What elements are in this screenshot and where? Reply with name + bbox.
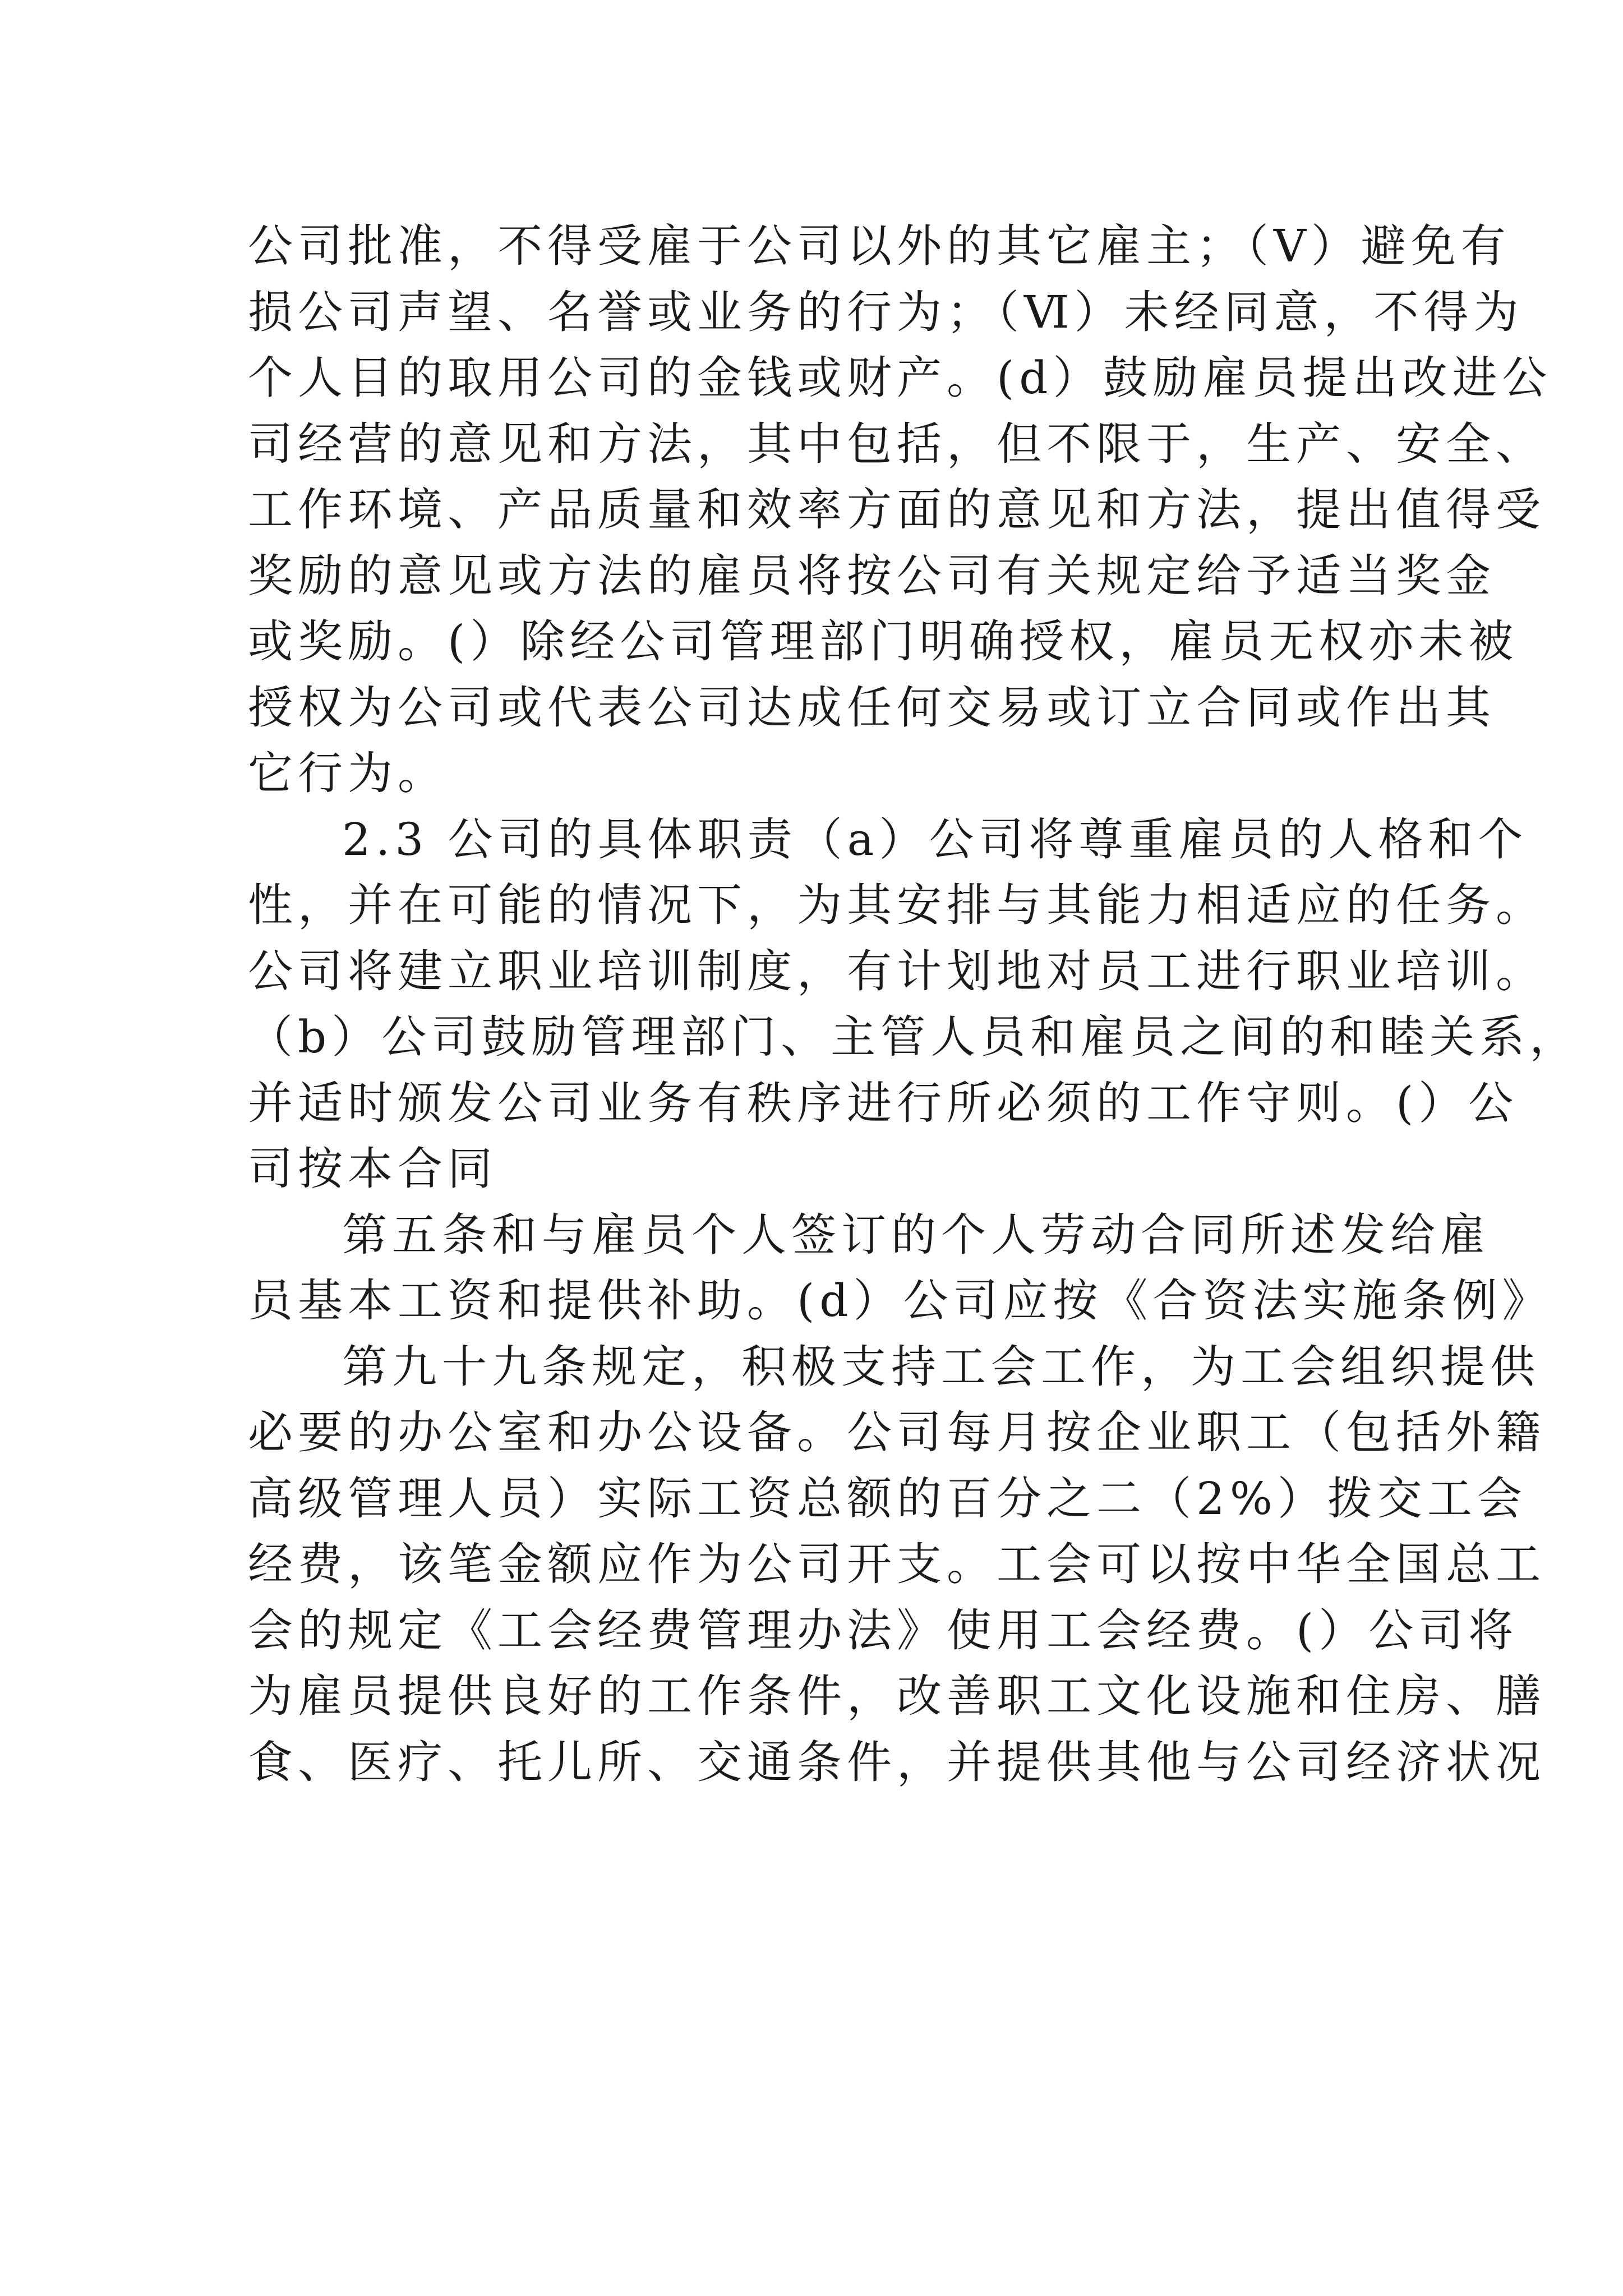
text-line: 它行为。 xyxy=(248,747,448,799)
document-body xyxy=(248,213,1580,1795)
text-line: 员基本工资和提供补助。(d）公司应按《合资法实施条例》 xyxy=(248,1274,1552,1327)
text-line-indented: 第五条和与雇员个人签订的个人劳动合同所述发给雇 xyxy=(342,1208,1490,1261)
text-line: 公司批准，不得受雇于公司以外的其它雇主；（Ⅴ）避免有 xyxy=(248,220,1511,272)
text-line: 工作环境、产品质量和效率方面的意见和方法，提出值得受 xyxy=(248,484,1546,536)
text-line: 必要的办公室和办公设备。公司每月按企业职工（包括外籍 xyxy=(248,1406,1546,1458)
text-line: 个人目的取用公司的金钱或财产。(d）鼓励雇员提出改进公 xyxy=(248,352,1552,404)
text-line: 或奖励。(）除经公司管理部门明确授权，雇员无权亦未被 xyxy=(248,615,1519,668)
text-line: 为雇员提供良好的工作条件，改善职工文化设施和住房、膳 xyxy=(248,1670,1546,1722)
text-line: 司经营的意见和方法，其中包括，但不限于，生产、安全、 xyxy=(248,417,1546,470)
text-line: （b）公司鼓励管理部门、主管人员和雇员之间的和睦关系， xyxy=(248,1011,1580,1063)
text-line: 损公司声望、名誉或业务的行为；（Ⅵ）未经同意，不得为 xyxy=(248,286,1524,338)
section-heading-line: 2.3 公司的具体职责（a）公司将尊重雇员的人格和个 xyxy=(342,813,1528,866)
text-line: 授权为公司或代表公司达成任何交易或订立合同或作出其 xyxy=(248,681,1496,734)
text-line: 经费，该笔金额应作为公司开支。工会可以按中华全国总工 xyxy=(248,1538,1546,1590)
text-line: 高级管理人员）实际工资总额的百分之二（2%）拨交工会 xyxy=(248,1472,1527,1525)
text-line-indented: 第九十九条规定，积极支持工会工作，为工会组织提供 xyxy=(342,1340,1540,1393)
text-line: 食、医疗、托儿所、交通条件，并提供其他与公司经济状况 xyxy=(248,1736,1546,1788)
text-line: 性，并在可能的情况下，为其安排与其能力相适应的任务。 xyxy=(248,879,1546,931)
text-line: 司按本合同 xyxy=(248,1143,497,1195)
text-line: 并适时颁发公司业务有秩序进行所必须的工作守则。(）公 xyxy=(248,1076,1519,1129)
text-line: 公司将建立职业培训制度，有计划地对员工进行职业培训。 xyxy=(248,945,1546,997)
text-line: 会的规定《工会经费管理办法》使用工会经费。(）公司将 xyxy=(248,1604,1519,1657)
text-line: 奖励的意见或方法的雇员将按公司有关规定给予适当奖金 xyxy=(248,549,1496,602)
